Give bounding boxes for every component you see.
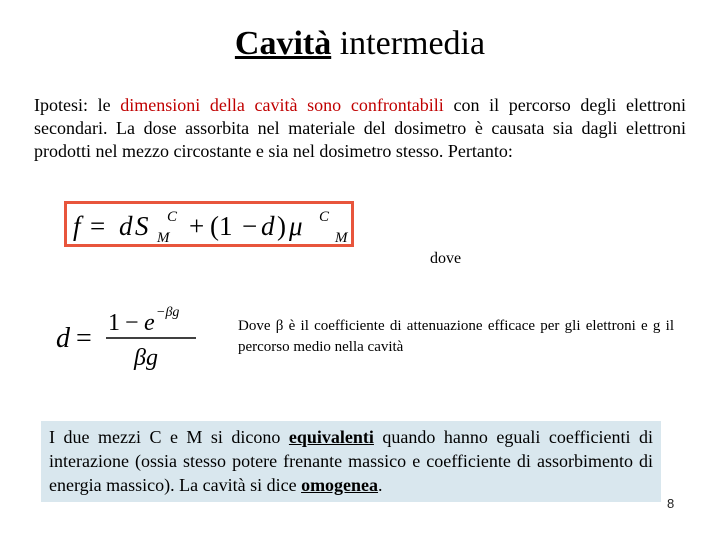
formula-f-sub-m: M <box>157 230 170 244</box>
formula-d <box>52 302 202 379</box>
formula-d-numerator: 1 <box>108 310 120 336</box>
formula-d-eq: = <box>76 323 92 354</box>
formula-d-minus: − <box>125 310 139 336</box>
intro-paragraph <box>34 94 686 163</box>
callout-part1: I due mezzi C e M si dicono <box>49 427 289 447</box>
formula-d-denominator: βg <box>134 345 158 371</box>
beta-description: Dove β è il coefficiente di attenuazione efficace per gli elettroni e g il percorso medio nella cavità <box>238 318 674 355</box>
page-number: 8 <box>667 496 675 511</box>
term-equivalenti: equivalenti <box>288 427 374 447</box>
title-bold: Cavità <box>234 25 332 62</box>
formula-f-d2: d <box>261 211 275 241</box>
formula-f <box>67 204 351 244</box>
formula-f-S: S <box>135 211 149 241</box>
formula-d-exp: −βg <box>156 305 180 320</box>
intro-part2: con il percorso degli elettroni secondari. La dose assorbita nel materiale del dosimetro è causata sia dagli elettroni prodotti nel mezzo circostante e sia nel dosimetro stesso. Pertanto: <box>34 95 686 161</box>
callout-box <box>41 421 661 502</box>
formula-f-eq: = <box>90 211 106 241</box>
formula-f-sub-m2: M <box>335 230 348 244</box>
formula-d-e: e <box>144 310 155 336</box>
callout-part3: . <box>378 475 383 495</box>
dove-label: dove <box>430 250 462 267</box>
formula-f-sup-c: C <box>167 209 178 225</box>
formula-f-box <box>64 201 354 247</box>
formula-f-sup-c2: C <box>319 209 330 225</box>
formula-f-paren: (1 <box>210 211 233 241</box>
callout-part2: quando hanno eguali coefficienti di interazione (ossia stesso potere frenante massico e coefficiente di assorbimento di energia massico). La cavità si dice <box>49 427 653 495</box>
formula-f-mu: μ <box>289 211 303 241</box>
page-title <box>0 24 720 64</box>
formula-f-minus: − <box>242 211 258 241</box>
title-rest: intermedia <box>339 25 486 62</box>
formula-f-close: ) <box>277 211 286 241</box>
intro-highlight: dimensioni della cavità sono confrontabili <box>120 95 444 115</box>
formula-f-d: d <box>119 211 133 241</box>
formula-f-lhs: f <box>73 211 81 241</box>
term-omogenea: omogenea <box>301 475 379 495</box>
formula-d-lhs: d <box>56 323 70 354</box>
formula-f-plus: + <box>189 211 205 241</box>
intro-part1: Ipotesi: le <box>34 95 121 115</box>
